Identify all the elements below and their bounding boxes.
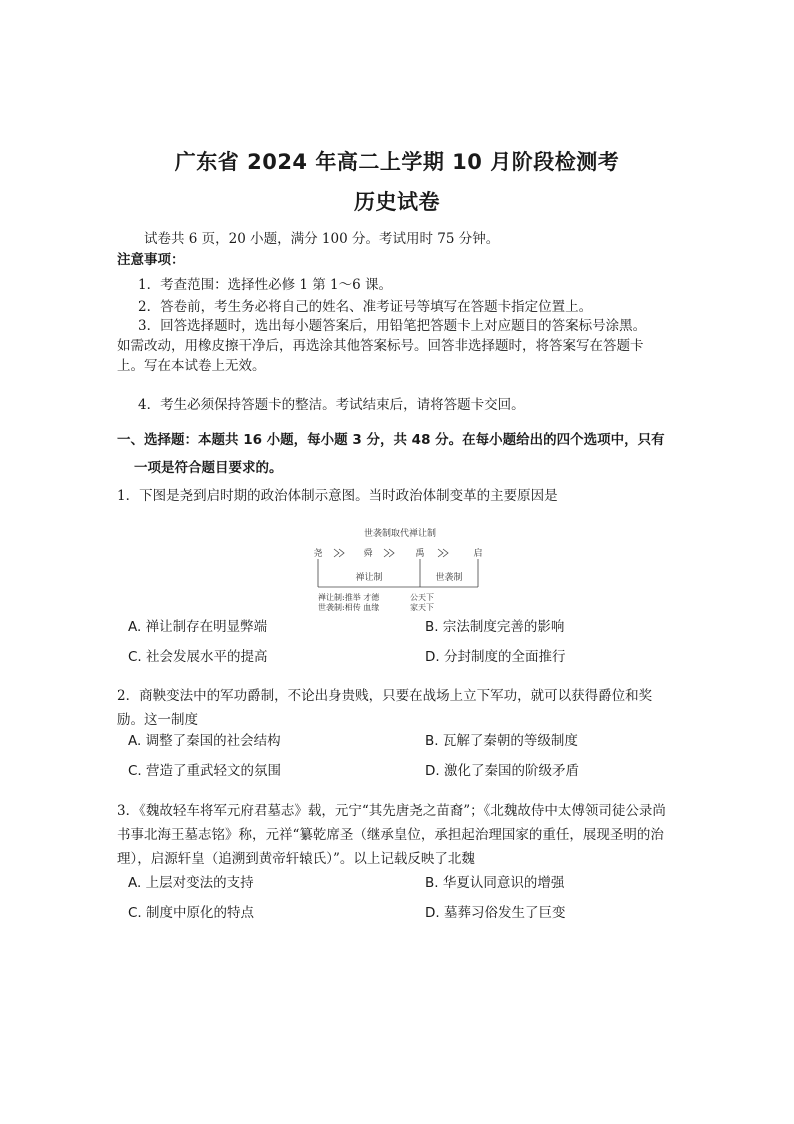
question-1-stem: 1．下图是尧到启时期的政治体制示意图。当时政治体制变革的主要原因是	[117, 488, 558, 504]
diagram-legend-shanrang-note: 公天下	[410, 593, 434, 602]
note-item-4: 4．考生必须保持答题卡的整洁。考试结束后，请将答题卡交回。	[138, 397, 525, 413]
question-2-option-c[interactable]: C. 营造了重武轻文的氛围	[128, 763, 282, 779]
exam-intro: 试卷共 6 页，20 小题，满分 100 分。考试用时 75 分钟。	[144, 231, 500, 247]
exam-title: 广东省 2024 年高二上学期 10 月阶段检测考	[174, 150, 620, 174]
diagram-legend-shixi-note: 家天下	[410, 603, 434, 612]
exam-subject-title: 历史试卷	[354, 190, 440, 214]
note-item-3-end: 上。写在本试卷上无效。	[117, 358, 266, 374]
diagram-ruler-qi: 启	[473, 549, 483, 559]
diagram-group-shanrang: 禅让制	[355, 573, 383, 583]
diagram-legend-shanrang: 禅让制:推举 才德	[318, 593, 380, 602]
diagram-title: 世袭制取代禅让制	[363, 529, 437, 539]
notes-heading: 注意事项：	[117, 252, 185, 268]
double-chevron-right-icon	[334, 549, 344, 557]
question-2-option-a[interactable]: A. 调整了秦国的社会结构	[128, 733, 281, 749]
question-2-option-b[interactable]: B. 瓦解了秦朝的等级制度	[425, 733, 578, 749]
question-1-option-d[interactable]: D. 分封制度的全面推行	[425, 649, 566, 665]
question-1-option-b[interactable]: B. 宗法制度完善的影响	[425, 619, 565, 635]
question-3-option-b[interactable]: B. 华夏认同意识的增强	[425, 875, 565, 891]
diagram-group-shixi: 世袭制	[435, 573, 463, 583]
question-1-option-c[interactable]: C. 社会发展水平的提高	[128, 649, 268, 665]
question-3-option-a[interactable]: A. 上层对变法的支持	[128, 875, 254, 891]
section1-heading-cont: 一项是符合题目要求的。	[134, 460, 283, 476]
question-2-stem: 2．商鞅变法中的军功爵制，不论出身贵贱，只要在战场上立下军功，就可以获得爵位和奖励。这一制度	[117, 688, 653, 728]
section1-heading: 一、选择题：本题共 16 小题，每小题 3 分，共 48 分。在每小题给出的四个选项中，只有	[117, 432, 665, 448]
diagram-ruler-yu: 禹	[415, 549, 425, 559]
diagram-ruler-yao: 尧	[313, 549, 323, 559]
diagram-ruler-shun: 舜	[363, 549, 373, 559]
note-item-1: 1．考查范围：选择性必修 1 第 1～6 课。	[138, 277, 393, 293]
double-chevron-right-icon	[438, 549, 448, 557]
note-item-3: 3．回答选择题时，选出每小题答案后，用铅笔把答题卡上对应题目的答案标号涂黑。	[138, 318, 647, 334]
question-3-stem: 3．《魏故轻车将军元府君墓志》载，元宁“其先唐尧之苗裔”；《北魏故侍中太傅领司徒公录尚书事北海王墓志铭》称，元祥“纂乾席圣（继承皇位，承担起治理国家的重任，展现圣明的治理），启源轩皇（追溯到黄帝轩辕氏）”。以上记载反映了北魏	[117, 803, 666, 867]
question-1-option-a[interactable]: A. 禅让制存在明显弊端	[128, 619, 268, 635]
question-3-option-c[interactable]: C. 制度中原化的特点	[128, 905, 255, 921]
note-item-2: 2．答卷前，考生务必将自己的姓名、准考证号等填写在答题卡指定位置上。	[138, 299, 593, 315]
question-2-option-d[interactable]: D. 激化了秦国的阶级矛盾	[425, 763, 579, 779]
double-chevron-right-icon	[384, 549, 394, 557]
note-item-3-cont: 如需改动，用橡皮擦干净后，再选涂其他答案标号。回答非选择题时，将答案写在答题卡	[117, 338, 644, 354]
political-system-diagram	[310, 525, 490, 615]
question-3-option-d[interactable]: D. 墓葬习俗发生了巨变	[425, 905, 566, 921]
diagram-legend-shixi: 世袭制:相传 血缘	[318, 603, 380, 612]
